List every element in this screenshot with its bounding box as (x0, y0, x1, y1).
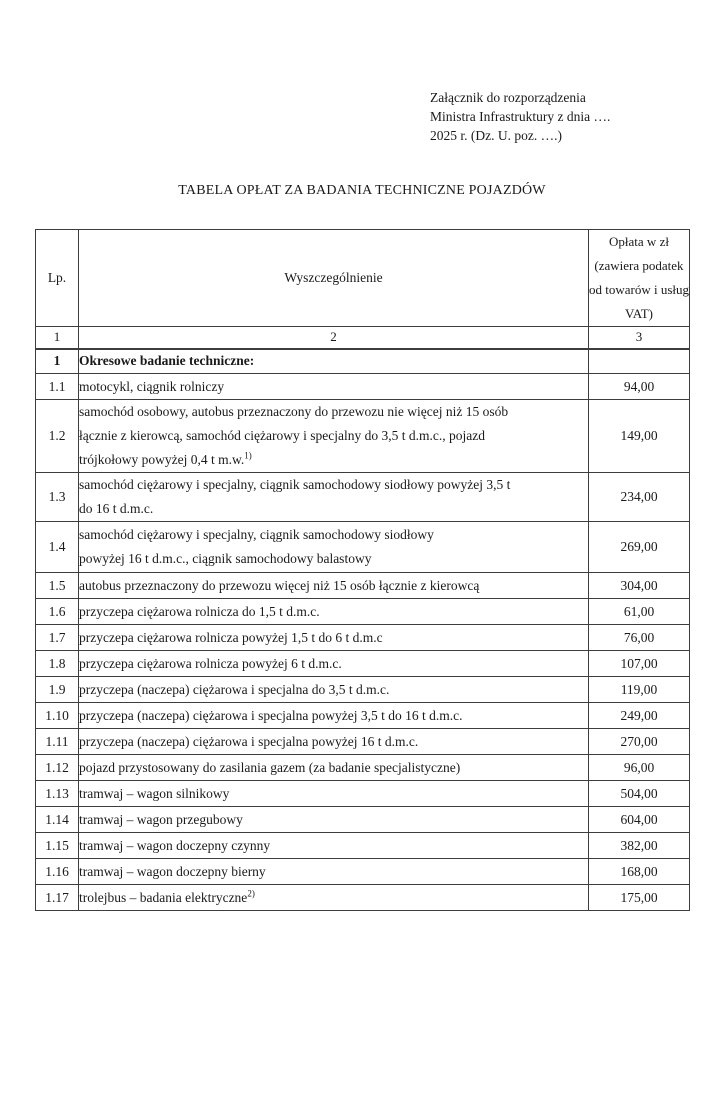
col-header-fee (589, 230, 690, 327)
row-description: autobus przeznaczony do przewozu więcej niż 15 osób łącznie z kierowcą (79, 573, 589, 599)
row-lp: 1.16 (36, 859, 79, 885)
table-row (36, 400, 690, 473)
row-lp: 1.3 (36, 473, 79, 522)
row-lp: 1.8 (36, 651, 79, 677)
row-lp: 1.12 (36, 755, 79, 781)
row-fee: 76,00 (589, 625, 690, 651)
row-lp: 1.2 (36, 400, 79, 473)
row-description (79, 473, 589, 522)
description-line: powyżej 16 t d.m.c., ciągnik samochodowy balastowy (79, 551, 372, 566)
annex-line: Załącznik do rozporządzenia (430, 90, 586, 105)
table-row (36, 729, 690, 755)
description-line: samochód osobowy, autobus przeznaczony do przewozu nie więcej niż 15 osób (79, 404, 509, 419)
section-label: Okresowe badanie techniczne: (79, 349, 589, 374)
table-row (36, 677, 690, 703)
table-header-row (36, 230, 690, 327)
table-row (36, 625, 690, 651)
table-row (36, 807, 690, 833)
table-row (36, 522, 690, 573)
document-title: TABELA OPŁAT ZA BADANIA TECHNICZNE POJAZDÓW (178, 183, 546, 198)
row-description: tramwaj – wagon doczepny czynny (79, 833, 589, 859)
row-fee: 168,00 (589, 859, 690, 885)
col-number: 2 (79, 327, 589, 349)
table-row (36, 651, 690, 677)
row-fee: 234,00 (589, 473, 690, 522)
table-row (36, 599, 690, 625)
table-row (36, 781, 690, 807)
table-row (36, 833, 690, 859)
row-lp: 1.4 (36, 522, 79, 573)
row-description: tramwaj – wagon doczepny bierny (79, 859, 589, 885)
section-lp: 1 (36, 349, 79, 374)
fee-header-line: VAT) (625, 306, 653, 321)
row-description: motocykl, ciągnik rolniczy (79, 374, 589, 400)
table-row (36, 473, 690, 522)
description-line: samochód ciężarowy i specjalny, ciągnik samochodowy siodłowy (79, 527, 434, 542)
row-description: przyczepa (naczepa) ciężarowa i specjalna powyżej 16 t d.m.c. (79, 729, 589, 755)
row-fee: 96,00 (589, 755, 690, 781)
row-lp: 1.13 (36, 781, 79, 807)
footnote-marker: 2) (247, 888, 255, 898)
annex-line: Ministra Infrastruktury z dnia …. (430, 109, 611, 124)
row-description: przyczepa ciężarowa rolnicza powyżej 1,5 t do 6 t d.m.c (79, 625, 589, 651)
row-description (79, 522, 589, 573)
col-header-description: Wyszczególnienie (79, 230, 589, 327)
row-description: przyczepa ciężarowa rolnicza powyżej 6 t d.m.c. (79, 651, 589, 677)
row-lp: 1.11 (36, 729, 79, 755)
row-lp: 1.10 (36, 703, 79, 729)
row-description: tramwaj – wagon przegubowy (79, 807, 589, 833)
row-fee: 304,00 (589, 573, 690, 599)
row-lp: 1.15 (36, 833, 79, 859)
description-line: łącznie z kierowcą, samochód ciężarowy i specjalny do 3,5 t d.m.c., pojazd (79, 428, 485, 443)
annex-reference-block (430, 88, 724, 145)
row-description: przyczepa (naczepa) ciężarowa i specjalna do 3,5 t d.m.c. (79, 677, 589, 703)
row-fee: 94,00 (589, 374, 690, 400)
row-lp: 1.1 (36, 374, 79, 400)
row-lp: 1.14 (36, 807, 79, 833)
row-fee: 107,00 (589, 651, 690, 677)
row-fee: 270,00 (589, 729, 690, 755)
col-number: 3 (589, 327, 690, 349)
row-description: tramwaj – wagon silnikowy (79, 781, 589, 807)
description-line: trójkołowy powyżej 0,4 t m.w.$^{1)}$ (79, 450, 252, 467)
row-description: przyczepa ciężarowa rolnicza do 1,5 t d.m.c. (79, 599, 589, 625)
row-fee: 149,00 (589, 400, 690, 473)
row-fee: 61,00 (589, 599, 690, 625)
row-fee: 119,00 (589, 677, 690, 703)
description-line: samochód ciężarowy i specjalny, ciągnik samochodowy siodłowy powyżej 3,5 t (79, 477, 511, 492)
section-fee-empty (589, 349, 690, 374)
footnote-marker: 1) (244, 450, 252, 461)
row-description (79, 400, 589, 473)
row-fee: 249,00 (589, 703, 690, 729)
table-row (36, 859, 690, 885)
row-description: przyczepa (naczepa) ciężarowa i specjalna powyżej 3,5 t do 16 t d.m.c. (79, 703, 589, 729)
fee-header-line: (zawiera podatek (594, 258, 684, 273)
table-row (36, 885, 690, 911)
row-lp: 1.9 (36, 677, 79, 703)
row-lp: 1.7 (36, 625, 79, 651)
document-page (0, 88, 724, 1112)
row-fee: 504,00 (589, 781, 690, 807)
section-row (36, 349, 690, 374)
col-number: 1 (36, 327, 79, 349)
row-lp: 1.6 (36, 599, 79, 625)
row-description: trolejbus – badania elektryczne$^{2)}$ (79, 885, 589, 911)
row-fee: 604,00 (589, 807, 690, 833)
table-row (36, 573, 690, 599)
row-fee: 269,00 (589, 522, 690, 573)
fees-table (35, 229, 690, 911)
col-header-lp: Lp. (36, 230, 79, 327)
description-line: do 16 t d.m.c. (79, 501, 154, 516)
row-lp: 1.17 (36, 885, 79, 911)
row-fee: 175,00 (589, 885, 690, 911)
annex-line: 2025 r. (Dz. U. poz. ….) (430, 128, 562, 143)
row-fee: 382,00 (589, 833, 690, 859)
row-description: pojazd przystosowany do zasilania gazem (za badanie specjalistyczne) (79, 755, 589, 781)
table-row (36, 755, 690, 781)
table-row (36, 374, 690, 400)
table-row (36, 703, 690, 729)
fee-header-line: Opłata w zł (609, 234, 669, 249)
column-number-row (36, 327, 690, 349)
fee-header-line: od towarów i usług (589, 282, 690, 297)
row-lp: 1.5 (36, 573, 79, 599)
